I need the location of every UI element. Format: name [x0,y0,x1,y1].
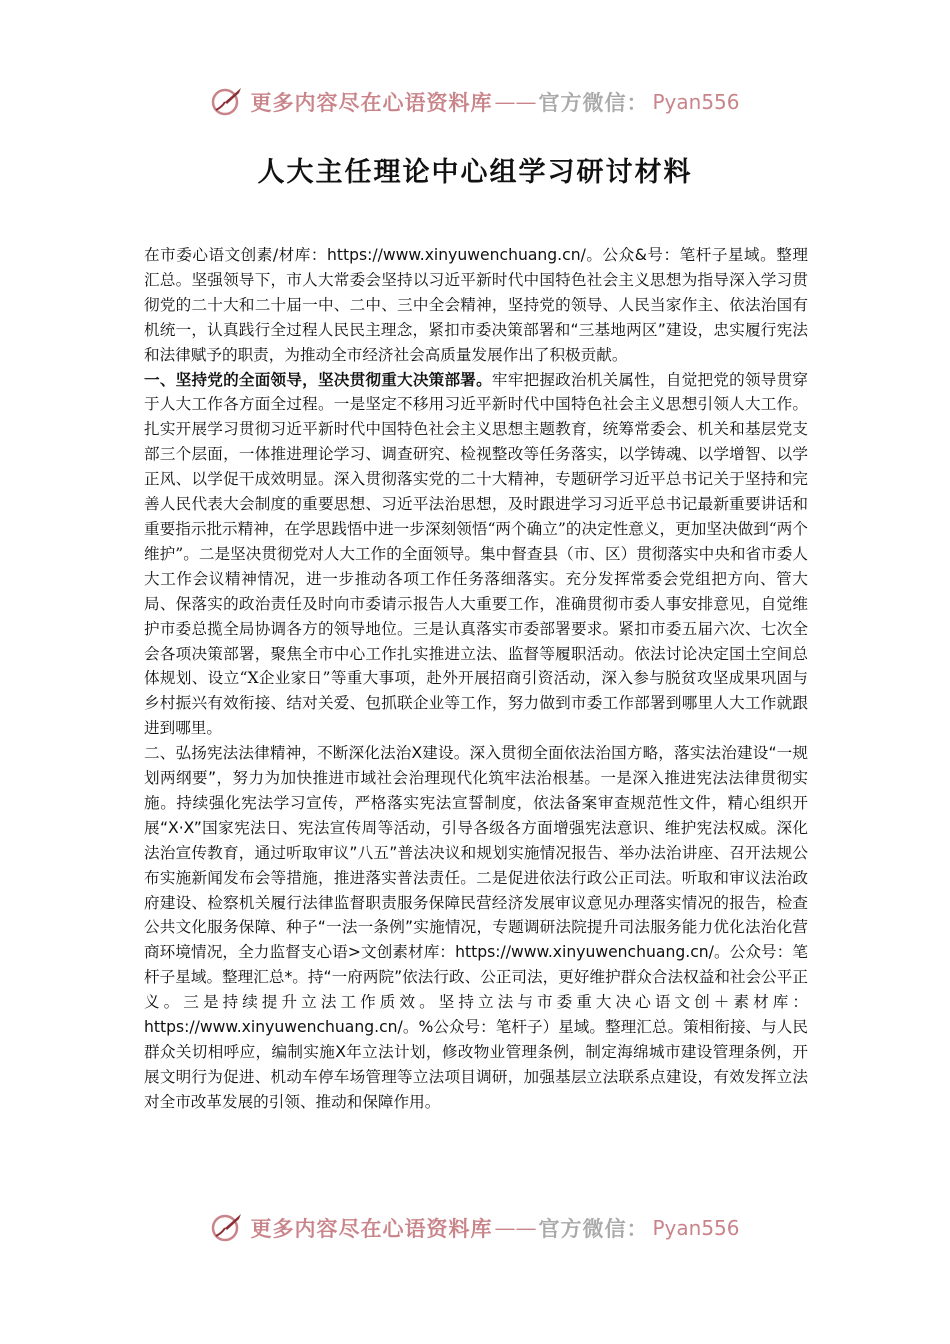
pen-logo-icon [210,1211,244,1245]
watermark-wechat-id: Pyan556 [652,90,740,114]
section-2-body-b: 文创素材库：https://www.xinyuwenchuang.cn/。公众号：笔杆子星域。整理汇总*。 [144,943,808,987]
document-body [144,243,808,1115]
intro-paragraph: 在市委心语文创素/材库：https://www.xinyuwenchuang.cn/。公众&号：笔杆子星域。整理汇总。坚强领导下，市人大常委会坚持以习近平新时代中国特色社会主义思想为指导深入学习贯彻党的二十大和二十届一中、二中、三中全会精神，坚持党的领导、人民当家作主、依法治国有机统一，认真践行全过程人民民主理念，紧扣市委决策部署和“三基地两区”建设，忠实履行宪法和法律赋予的职责，为推动全市经济社会高质量发展作出了积极贡献。 [144,246,808,364]
section-2-body-c: 持“一府两院”依法行政、公正司法，更好维护群众合法权益和社会公平正义。三是持续提升立法工作质效。坚持立法与市委重大决心语文创＋素材库：https://www.xinyuwenchuang.cn/。%公众号：笔杆子）星域。整理汇总。策相衔接、与人民群众关切相呼应，编制实施X年立法计划，修改物业管理条例，制定海绵城市建设管理条例，开展文明行为促进、机动车停车场管理等立法项目调研，加强基层立法联系点建设，有效发挥立法对全市改革发展的引领、推动和保障作用。 [144,968,808,1111]
watermark-banner-bottom [0,1208,950,1248]
page-title: 人大主任理论中心组学习研讨材料 [257,157,693,188]
section-1-paragraph [144,368,808,742]
section-2-body-a: 深入贯彻全面依法治国方略，落实法治建设“一规划两纲要”，努力为加快推进市域社会治理现代化筑牢法治根基。一是深入推进宪法法律贯彻实施。持续强化宪法学习宣传，严格落实宪法宣誓制度，依法备案审查规范性文件，精心组织开展“X·X”国家宪法日、宪法宣传周等活动，引导各级各方面增强宪法意识、维护宪法权威。深化法治宣传教育，通过听取审议”八五”普法决议和规划实施情况报告、举办法治讲座、召开法规公布实施新闻发布会等措施，推进落实普法责任。二是促进依法行政公正司法。听取和审议法治政府建设、检察机关履行法律监督职责服务保障民营经济发展审议意见办理落实情况的报告，检查公共文化服务保障、种子“一法一条例”实施情况，专题调研法院提升司法服务能力优化法治化营商环境情况，全力监督支心语> [144,744,808,962]
watermark-contact-label: 官方微信： [538,1216,649,1241]
watermark-contact-label: 官方微信： [538,90,649,115]
watermark-brand: 更多内容尽在心语资料库 [250,1216,493,1241]
section-1-heading: 一、坚持党的全面领导，坚决贯彻重大决策部署。 [144,370,492,389]
section-2-paragraph [144,741,808,1115]
watermark-dash: —— [494,1216,537,1240]
watermark-brand: 更多内容尽在心语资料库 [250,90,493,115]
section-2-heading: 二、弘扬宪法法律精神，不断深化法治X建设。 [144,744,470,763]
section-1-body: 牢牢把握政治机关属性，自觉把党的领导贯穿于人大工作各方面全过程。一是坚定不移用习近平新时代中国特色社会主义思想引领人大工作。扎实开展学习贯彻习近平新时代中国特色社会主义思想主题教育，统筹常委会、机关和基层党支部三个层面，一体推进理论学习、调查研究、检视整改等任务落实，以学铸魂、以学增智、以学正风、以学促干成效明显。深入贯彻落实党的二十大精神，专题研学习近平总书记关于坚持和完善人民代表大会制度的重要思想、习近平法治思想，及时跟进学习习近平总书记最新重要讲话和重要指示批示精神，在学思践悟中进一步深刻领悟“两个确立”的决定性意义，更加坚决做到“两个维护”。二是坚决贯彻党对人大工作的全面领导。集中督查县（市、区）贯彻落实中央和省市委人大工作会议精神情况，进一步推动各项工作任务落细落实。充分发挥常委会党组把方向、管大局、保落实的政治责任及时向市委请示报告人大重要工作，准确贯彻市委人事安排意见，自觉维护市委总揽全局协调各方的领导地位。三是认真落实市委部署要求。紧扣市委五届六次、七次全会各项决策部署，聚焦全市中心工作扎实推进立法、监督等履职活动。依法讨论决定国土空间总体规划、设立“X企业家日”等重大事项，赴外开展招商引资活动，深入参与脱贫攻坚成果巩固与乡村振兴有效衔接、结对关爱、包抓联企业等工作，努力做到市委工作部署到哪里人大工作就跟进到哪里。 [144,370,808,738]
watermark-banner-top [0,82,950,122]
watermark-wechat-id: Pyan556 [652,1216,740,1240]
watermark-dash: —— [494,90,537,114]
pen-logo-icon [210,85,244,119]
